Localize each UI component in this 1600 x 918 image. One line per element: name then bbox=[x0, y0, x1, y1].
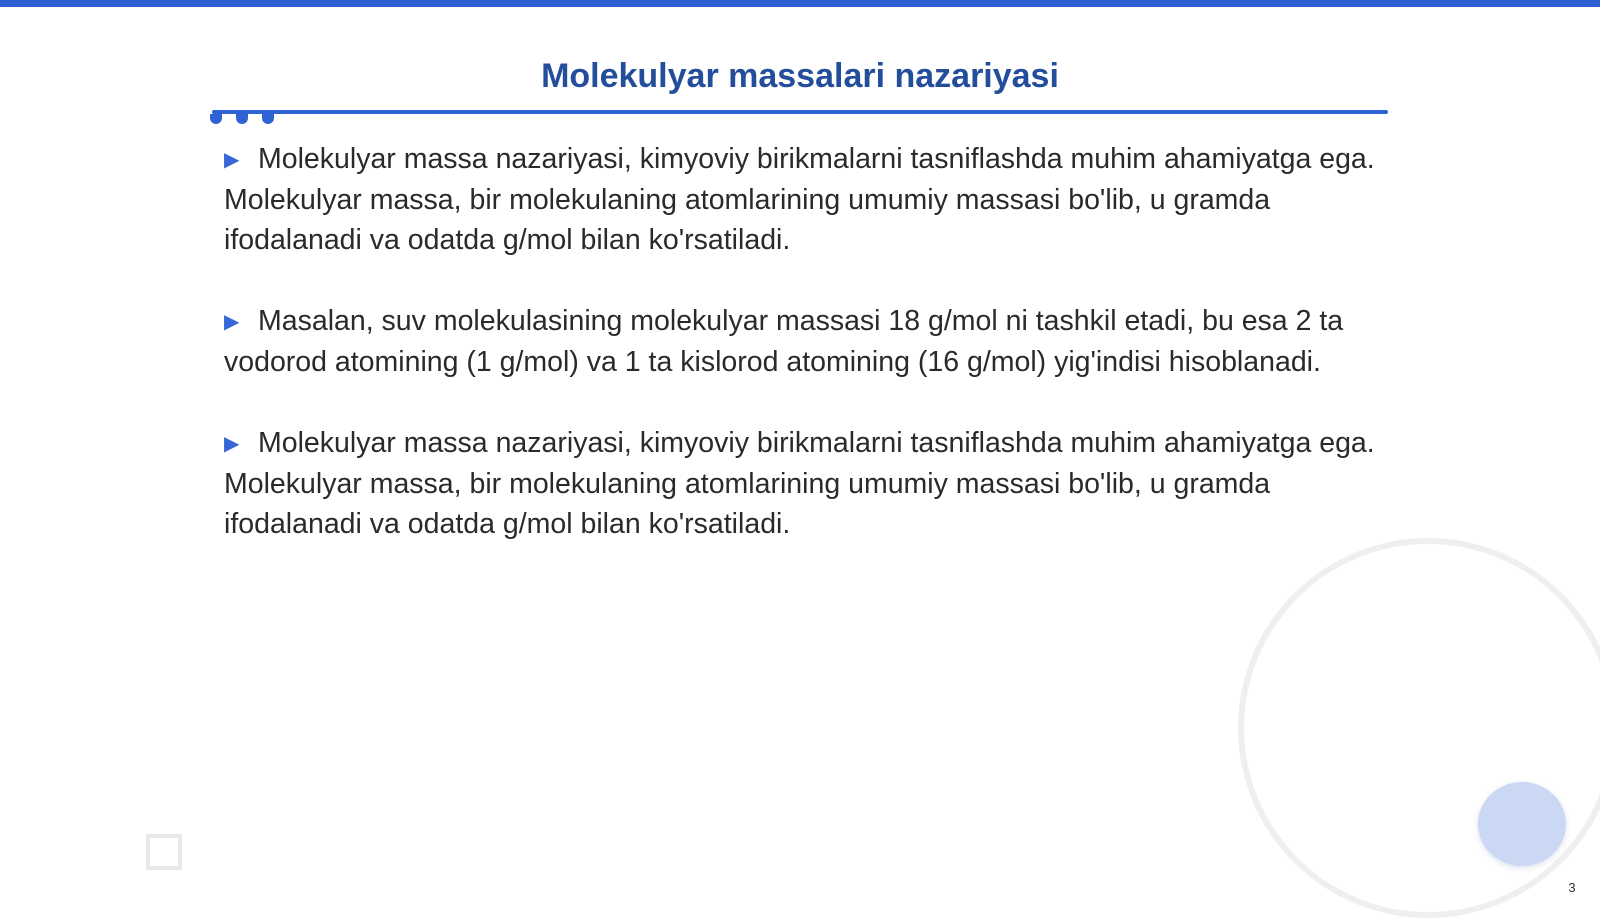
decorative-square bbox=[146, 834, 182, 870]
title-dot-2 bbox=[236, 114, 248, 124]
bullet-text: Molekulyar massa nazariyasi, kimyoviy birikmalarni tasniflashda muhim ahamiyatga ega. Molekulyar massa, bir molekulaning atomlarining umumiy massasi bo'lib, u gramda ifodalanadi va odatda g/mol bilan ko'rsatiladi. bbox=[224, 427, 1375, 540]
title-dot-3 bbox=[262, 114, 274, 124]
top-accent-bar bbox=[0, 0, 1600, 7]
bullet-list bbox=[224, 139, 1376, 585]
decorative-ring bbox=[1238, 538, 1600, 918]
bullet-item-1 bbox=[224, 139, 1376, 260]
bullet-arrow-icon: ▶ bbox=[224, 149, 240, 171]
slide-title: Molekulyar massalari nazariyasi bbox=[541, 57, 1059, 95]
bullet-arrow-icon: ▶ bbox=[224, 311, 240, 333]
bullet-text: Molekulyar massa nazariyasi, kimyoviy birikmalarni tasniflashda muhim ahamiyatga ega. Molekulyar massa, bir molekulaning atomlarining umumiy massasi bo'lib, u gramda ifodalanadi va odatda g/mol bilan ko'rsatiladi. bbox=[224, 143, 1375, 256]
title-underline bbox=[212, 110, 1388, 114]
bullet-arrow-icon: ▶ bbox=[224, 433, 240, 455]
bullet-item-3 bbox=[224, 423, 1376, 544]
page-number: 3 bbox=[1568, 880, 1576, 895]
bullet-text: Masalan, suv molekulasining molekulyar massasi 18 g/mol ni tashkil etadi, bu esa 2 ta vodorod atomining (1 g/mol) va 1 ta kislorod atomining (16 g/mol) yig'indisi hisoblanadi. bbox=[224, 305, 1344, 378]
title-dot-1 bbox=[210, 114, 222, 124]
decorative-circle bbox=[1478, 782, 1566, 866]
bullet-item-2 bbox=[224, 301, 1376, 382]
